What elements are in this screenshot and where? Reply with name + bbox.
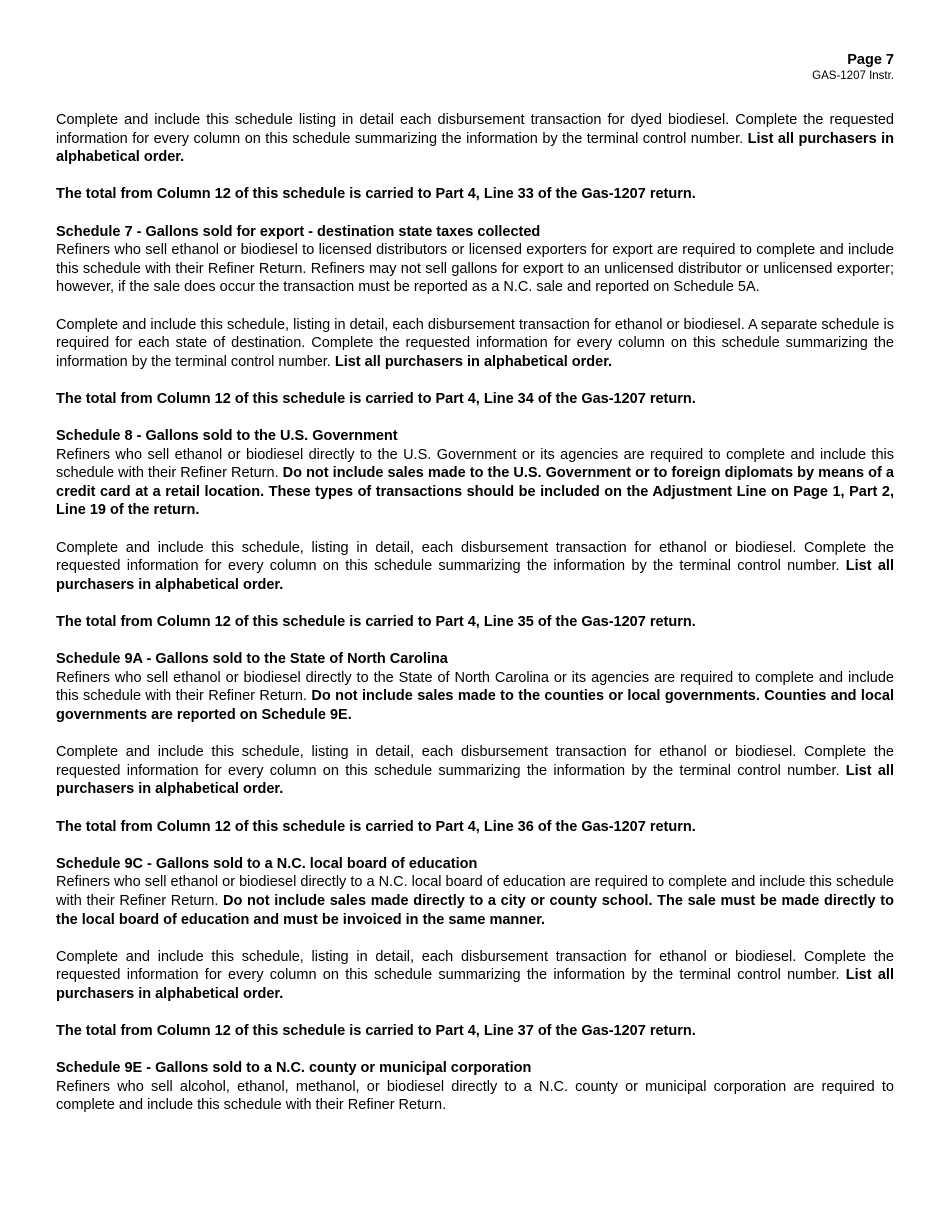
instructions-body bbox=[56, 111, 894, 1115]
intro-total: The total from Column 12 of this schedule is carried to Part 4, Line 33 of the Gas-1207 return. bbox=[56, 186, 696, 203]
schedule-9c-p2-bold: List all purchasers in alphabetical order. bbox=[56, 967, 894, 1002]
schedule-9c-paragraph-2 bbox=[56, 948, 894, 1004]
schedule-7-paragraph-2 bbox=[56, 316, 894, 372]
schedule-9c-heading: Schedule 9C - Gallons sold to a N.C. local board of education bbox=[56, 855, 478, 872]
schedule-7-p2-bold: List all purchasers in alphabetical order. bbox=[334, 353, 613, 370]
schedule-8-p1-bold: Do not include sales made to the U.S. Government or to foreign diplomats by means of a credit card at a retail location. These types of transactions should be included on the Adjustment Line on Page 1, Part 2, Line 19 of the return. bbox=[56, 465, 894, 519]
schedule-8-p2-bold: List all purchasers in alphabetical order. bbox=[56, 558, 894, 593]
schedule-9a-heading: Schedule 9A - Gallons sold to the State of North Carolina bbox=[56, 651, 448, 668]
schedule-8-heading: Schedule 8 - Gallons sold to the U.S. Government bbox=[56, 428, 398, 445]
schedule-9a-p2-bold: List all purchasers in alphabetical order. bbox=[56, 762, 894, 798]
schedule-9a-total: The total from Column 12 of this schedule is carried to Part 4, Line 36 of the Gas-1207 return. bbox=[56, 818, 696, 835]
schedule-9a-paragraph-2 bbox=[56, 743, 894, 799]
schedule-8-p2-text: Complete and include this schedule, listing in detail, each disbursement transaction for ethanol or biodiesel. Complete the requested information for every column on this schedule summarizing the information by the terminal control number. bbox=[56, 539, 894, 575]
schedule-9a-paragraph-1 bbox=[56, 669, 894, 725]
intro-text: Complete and include this schedule listing in detail each disbursement transaction for dyed biodiesel. Complete the requested information for every column on this schedule summarizing the information by the terminal control number. bbox=[56, 112, 894, 147]
schedule-9c-paragraph-1 bbox=[56, 873, 894, 929]
schedule-9a-p1-text: Refiners who sell ethanol or biodiesel directly to the State of North Carolina or its agencies are required to complete and include this schedule with their Refiner Return. bbox=[56, 669, 894, 705]
schedule-9a-p2-text: Complete and include this schedule, listing in detail, each disbursement transaction for ethanol or biodiesel. Complete the requested information for every column on this schedule summarizing the information by the terminal control number. bbox=[56, 744, 894, 779]
schedule-8-paragraph-1 bbox=[56, 446, 894, 520]
schedule-8-p1-text: Refiners who sell ethanol or biodiesel directly to the U.S. Government or its agencies are required to complete and include this schedule with their Refiner Return. bbox=[56, 446, 894, 482]
schedule-8-paragraph-2 bbox=[56, 539, 894, 595]
intro-bold: List all purchasers in alphabetical order. bbox=[56, 130, 894, 166]
schedule-7-p2-text: Complete and include this schedule, listing in detail, each disbursement transaction for ethanol or biodiesel. A separate schedule is required for each state of destination. Complete the requested information for every column on this schedule summarizing the information by the terminal control number. bbox=[56, 316, 894, 370]
schedule-9c-p1-bold: Do not include sales made directly to a city or county school. The sale must be made directly to the local board of education and must be invoiced in the same manner. bbox=[56, 892, 894, 928]
page-number: Page 7 bbox=[847, 52, 894, 68]
schedule-9e-heading: Schedule 9E - Gallons sold to a N.C. county or municipal corporation bbox=[56, 1060, 532, 1077]
schedule-7-heading: Schedule 7 - Gallons sold for export - destination state taxes collected bbox=[56, 223, 541, 240]
schedule-9c-total: The total from Column 12 of this schedule is carried to Part 4, Line 37 of the Gas-1207 return. bbox=[56, 1023, 696, 1040]
schedule-7-total: The total from Column 12 of this schedule is carried to Part 4, Line 34 of the Gas-1207 return. bbox=[56, 390, 696, 407]
schedule-9c-p2-text: Complete and include this schedule, listing in detail, each disbursement transaction for ethanol or biodiesel. Complete the requested information for every column on this schedule summarizing the information by the terminal control number. bbox=[56, 948, 894, 984]
schedule-9e-paragraph-1: Refiners who sell alcohol, ethanol, methanol, or biodiesel directly to a N.C. county or municipal corporation are required to complete and include this schedule with their Refiner Return. bbox=[56, 1078, 894, 1114]
intro-paragraph bbox=[56, 111, 894, 167]
page-header bbox=[812, 52, 894, 83]
schedule-9a-p1-bold: Do not include sales made to the counties or local governments. Counties and local governments are reported on Schedule 9E. bbox=[56, 688, 894, 723]
schedule-9c-p1-text: Refiners who sell ethanol or biodiesel directly to a N.C. local board of education are required to complete and include this schedule with their Refiner Return. bbox=[56, 874, 894, 909]
form-id: GAS-1207 Instr. bbox=[812, 70, 894, 82]
schedule-7-paragraph-1: Refiners who sell ethanol or biodiesel to licensed distributors or licensed exporters for export are required to complete and include this schedule with their Refiner Return. Refiners may not sell gallons for export to an unlicensed distributor or unlicensed exporter; however, if the sale does occur the transaction must be reported as a N.C. sale and reported on Schedule 5A. bbox=[56, 242, 894, 296]
schedule-8-total: The total from Column 12 of this schedule is carried to Part 4, Line 35 of the Gas-1207 return. bbox=[56, 614, 696, 631]
